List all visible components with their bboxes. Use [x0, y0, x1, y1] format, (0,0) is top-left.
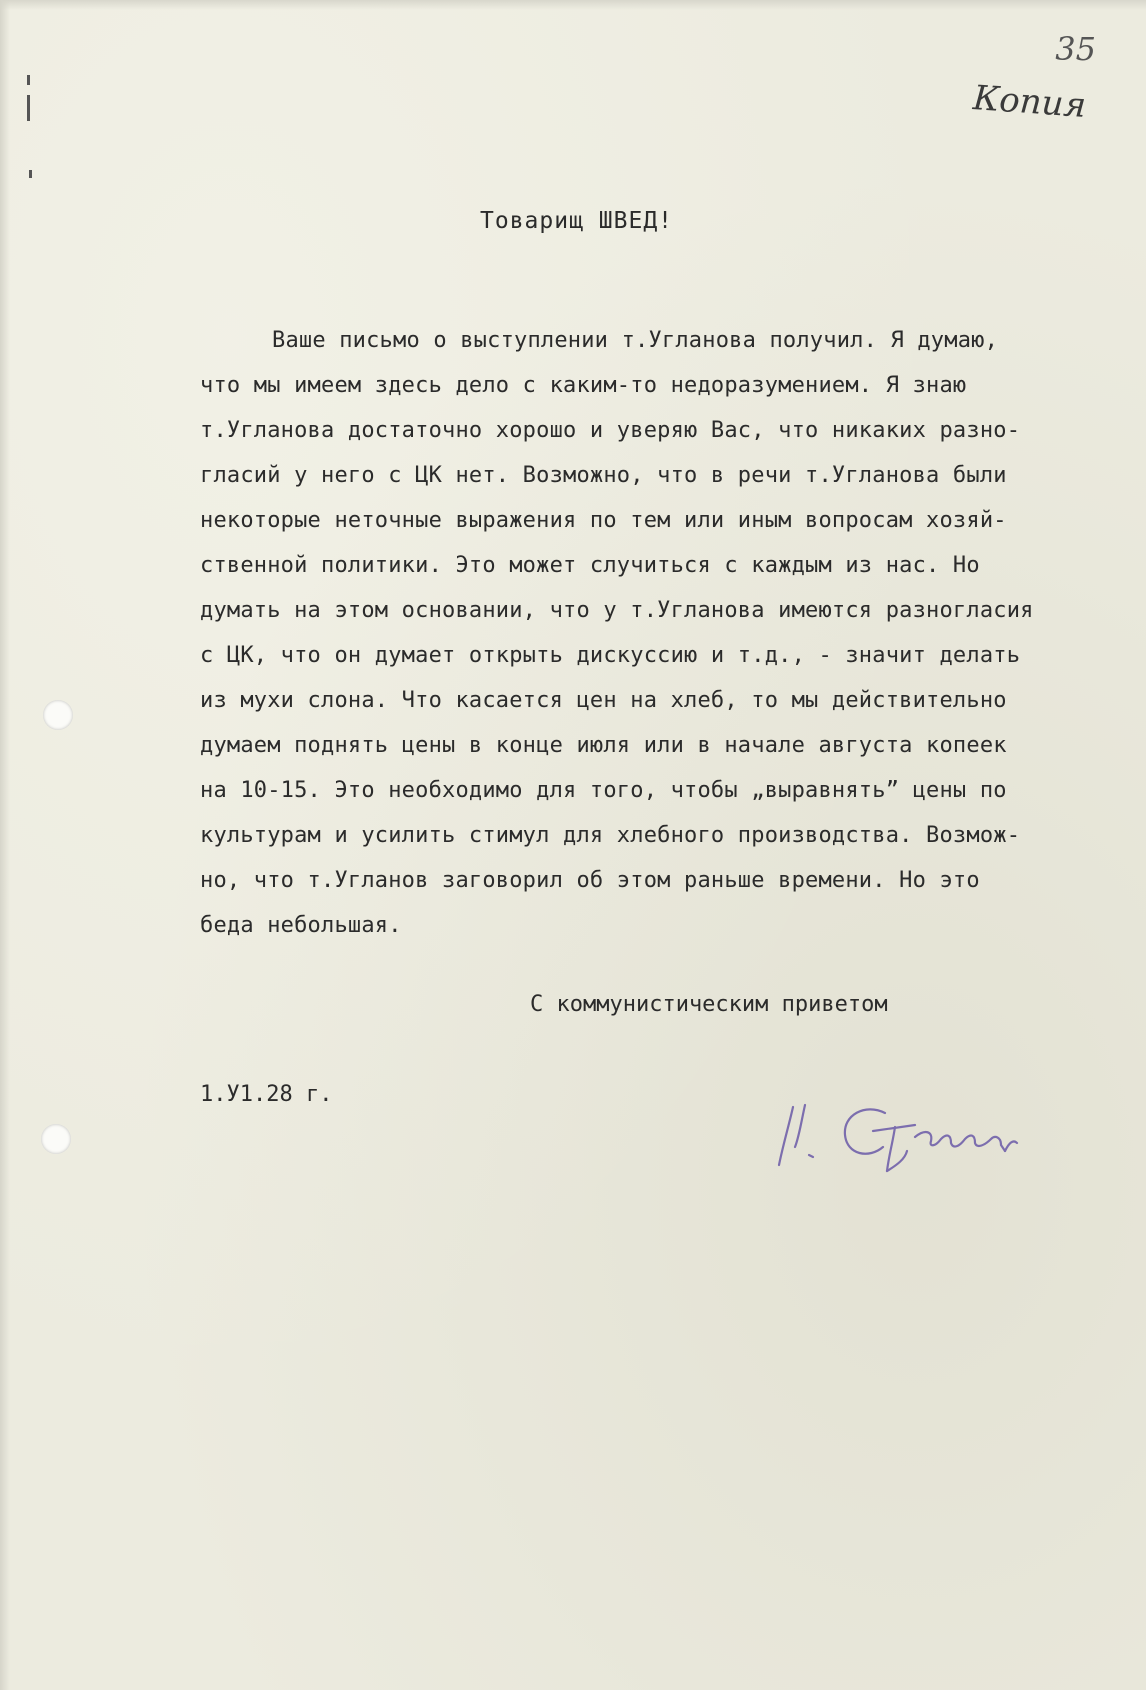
body-line: думать на этом основании, что у т.Угланова имеются разногласия — [200, 598, 1034, 623]
body-line: думаем поднять цены в конце июля или в начале августа копеек — [200, 733, 1007, 758]
handwritten-signature — [765, 1085, 1065, 1175]
letter-date: 1.У1.28 г. — [200, 1082, 333, 1107]
body-line: Ваше письмо о выступлении т.Угланова получил. Я думаю, — [272, 328, 999, 353]
closing-phrase: С коммунистическим приветом — [530, 992, 888, 1017]
body-line: на 10-15. Это необходимо для того, чтобы „выравнять” цены по — [200, 778, 1007, 803]
letter-body — [200, 318, 1100, 948]
page-number: 35 — [1055, 30, 1096, 68]
margin-mark — [27, 75, 30, 85]
margin-mark — [27, 95, 30, 121]
page-edge-left — [0, 0, 10, 1690]
body-line: из мухи слона. Что касается цен на хлеб, то мы действительно — [200, 688, 1007, 713]
page-edge-top — [0, 0, 1146, 10]
body-line: т.Угланова достаточно хорошо и уверяю Вас, что никаких разно- — [200, 418, 1021, 443]
body-line: культурам и усилить стимул для хлебного производства. Возмож- — [200, 823, 1021, 848]
margin-mark — [29, 170, 32, 178]
body-line: ственной политики. Это может случиться с каждым из нас. Но — [200, 553, 980, 578]
body-line: беда небольшая. — [200, 913, 402, 938]
body-line: но, что т.Угланов заговорил об этом раньше времени. Но это — [200, 868, 980, 893]
body-line: с ЦК, что он думает открыть дискуссию и т.д., - значит делать — [200, 643, 1021, 668]
body-line: что мы имеем здесь дело с каким-то недоразумением. Я знаю — [200, 373, 967, 398]
handwritten-copy-mark: Копия — [971, 78, 1088, 126]
salutation: Товарищ ШВЕД! — [480, 208, 674, 234]
punch-hole-upper — [43, 700, 73, 730]
body-line: гласий у него с ЦК нет. Возможно, что в речи т.Угланова были — [200, 463, 1007, 488]
body-line: некоторые неточные выражения по тем или иным вопросам хозяй- — [200, 508, 1007, 533]
punch-hole-lower — [41, 1124, 71, 1154]
